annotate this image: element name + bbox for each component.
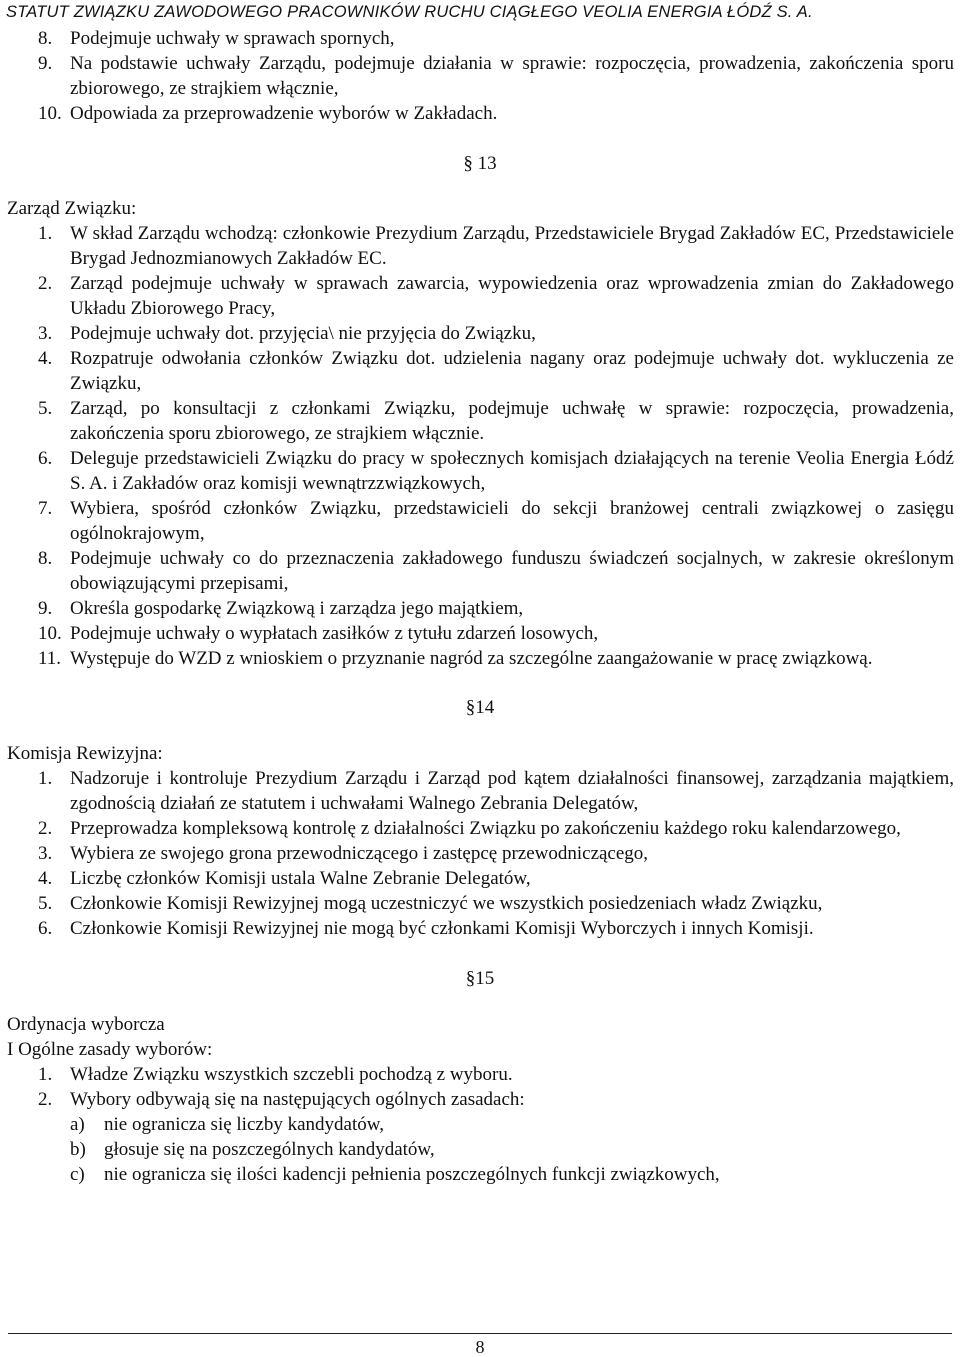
- item-text: nie ogranicza się liczby kandydatów,: [104, 1114, 384, 1135]
- item-number: 2.: [38, 273, 53, 294]
- item-text: Podejmuje uchwały o wypłatach zasiłków z tytułu zdarzeń losowych,: [70, 623, 599, 644]
- item-text: Wybiera ze swojego grona przewodniczącego i zastępcę przewodniczącego,: [70, 843, 649, 864]
- list-item: [0, 816, 960, 841]
- item-text: Podejmuje uchwały dot. przyjęcia\ nie przyjęcia do Związku,: [70, 323, 536, 344]
- item-number: 5.: [38, 893, 53, 914]
- item-text: Odpowiada za przeprowadzenie wyborów w Zakładach.: [70, 103, 498, 124]
- continued-list: [0, 26, 960, 126]
- section-14-mark: §14: [465, 697, 495, 718]
- list-item: [0, 891, 960, 916]
- list-item: [0, 446, 960, 496]
- item-number: 4.: [38, 868, 53, 889]
- item-number: 9.: [38, 598, 53, 619]
- list-item: [0, 1087, 960, 1112]
- section-13-heading: Zarząd Związku:: [7, 198, 137, 219]
- section-15-heading: Ordynacja wyborcza: [7, 1014, 165, 1035]
- list-item: [0, 396, 960, 446]
- item-number: 5.: [38, 398, 53, 419]
- item-text: Na podstawie uchwały Zarządu, podejmuje działania w sprawie: rozpoczęcia, prowadzenia, zakończenia sporu zbiorowego, ze strajkiem włącznie,: [70, 53, 954, 99]
- document-header: STATUT ZWIĄZKU ZAWODOWEGO PRACOWNIKÓW RUCHU CIĄGŁEGO VEOLIA ENERGIA ŁÓDŹ S. A.: [6, 3, 813, 21]
- section-14-heading: Komisja Rewizyjna:: [7, 743, 163, 764]
- item-number: 1.: [38, 223, 53, 244]
- sub-list-item: [0, 1112, 960, 1137]
- item-number: 2.: [38, 1089, 53, 1110]
- section-15-list: [0, 1062, 960, 1112]
- list-item: [0, 621, 960, 646]
- footer-divider: [8, 1333, 952, 1334]
- item-text: Liczbę członków Komisji ustala Walne Zebranie Delegatów,: [70, 868, 531, 889]
- item-number: 11.: [38, 648, 62, 669]
- sub-list-item: [0, 1137, 960, 1162]
- item-text: Wybory odbywają się na następujących ogólnych zasadach:: [70, 1089, 525, 1110]
- section-14-list: [0, 766, 960, 941]
- section-15-mark: §15: [465, 968, 495, 989]
- list-item: [0, 101, 960, 126]
- section-13-list: [0, 221, 960, 671]
- item-number: 8.: [38, 548, 53, 569]
- item-number: 4.: [38, 348, 53, 369]
- item-text: W skład Zarządu wchodzą: członkowie Prezydium Zarządu, Przedstawiciele Brygad Zakładów EC, Przedstawiciele Brygad Jednozmianowych Zakładów EC.: [70, 223, 954, 269]
- section-13-mark: § 13: [463, 153, 497, 174]
- page-number: 8: [475, 1337, 485, 1357]
- item-number: 10.: [38, 103, 62, 124]
- item-letter: a): [70, 1114, 85, 1135]
- page-content: [0, 26, 960, 1187]
- item-text: Podejmuje uchwały co do przeznaczenia zakładowego funduszu świadczeń socjalnych, w zakresie określonym obowiązującymi przepisami,: [70, 548, 954, 594]
- item-text: Nadzoruje i kontroluje Prezydium Zarządu i Zarząd pod kątem działalności finansowej, zarządzania majątkiem, zgodnością działań ze statutem i uchwałami Walnego Zebrania Delegatów,: [70, 768, 954, 814]
- list-item: [0, 596, 960, 621]
- item-number: 6.: [38, 448, 53, 469]
- item-number: 7.: [38, 498, 53, 519]
- item-number: 9.: [38, 53, 53, 74]
- item-number: 8.: [38, 28, 53, 49]
- list-item: [0, 766, 960, 816]
- item-text: Wybiera, spośród członków Związku, przedstawicieli do sekcji branżowej centrali związkowej o zasięgu ogólnokrajowym,: [70, 498, 954, 544]
- item-text: Zarząd, po konsultacji z członkami Związku, podejmuje uchwałę w sprawie: rozpoczęcia, prowadzenia, zakończenia sporu zbiorowego, ze strajkiem włącznie.: [70, 398, 954, 444]
- list-item: [0, 1062, 960, 1087]
- item-text: Występuje do WZD z wnioskiem o przyznanie nagród za szczególne zaangażowanie w pracę związkową.: [70, 648, 873, 669]
- item-text: Przeprowadza kompleksową kontrolę z działalności Związku po zakończeniu każdego roku kalendarzowego,: [70, 818, 901, 839]
- list-item: [0, 916, 960, 941]
- list-item: [0, 26, 960, 51]
- list-item: [0, 346, 960, 396]
- list-item: [0, 646, 960, 671]
- list-item: [0, 321, 960, 346]
- sub-list-item: [0, 1162, 960, 1187]
- item-text: Władze Związku wszystkich szczebli pochodzą z wyboru.: [70, 1064, 513, 1085]
- list-item: [0, 546, 960, 596]
- list-item: [0, 496, 960, 546]
- item-text: Podejmuje uchwały w sprawach spornych,: [70, 28, 395, 49]
- item-text: głosuje się na poszczególnych kandydatów,: [104, 1139, 435, 1160]
- item-letter: b): [70, 1139, 86, 1160]
- item-number: 3.: [38, 323, 53, 344]
- section-15-sublist: [0, 1112, 960, 1187]
- item-number: 1.: [38, 768, 53, 789]
- item-number: 6.: [38, 918, 53, 939]
- item-number: 3.: [38, 843, 53, 864]
- item-text: Określa gospodarkę Związkową i zarządza jego majątkiem,: [70, 598, 524, 619]
- item-number: 10.: [38, 623, 62, 644]
- item-number: 2.: [38, 818, 53, 839]
- item-letter: c): [70, 1164, 85, 1185]
- item-text: Zarząd podejmuje uchwały w sprawach zawarcia, wypowiedzenia oraz wprowadzenia zmian do Zakładowego Układu Zbiorowego Pracy,: [70, 273, 954, 319]
- item-number: 1.: [38, 1064, 53, 1085]
- item-text: Deleguje przedstawicieli Związku do pracy w społecznych komisjach działających na terenie Veolia Energia Łódź S. A. i Zakładów oraz komisji wewnątrzzwiązkowych,: [70, 448, 954, 494]
- list-item: [0, 866, 960, 891]
- item-text: Członkowie Komisji Rewizyjnej mogą uczestniczyć we wszystkich posiedzeniach władz Związku,: [70, 893, 823, 914]
- item-text: Członkowie Komisji Rewizyjnej nie mogą być członkami Komisji Wyborczych i innych Komisji.: [70, 918, 814, 939]
- list-item: [0, 51, 960, 101]
- list-item: [0, 221, 960, 271]
- list-item: [0, 271, 960, 321]
- item-text: Rozpatruje odwołania członków Związku dot. udzielenia nagany oraz podejmuje uchwały dot. wykluczenia ze Związku,: [70, 348, 954, 394]
- section-15-subheading: I Ogólne zasady wyborów:: [7, 1039, 213, 1060]
- list-item: [0, 841, 960, 866]
- item-text: nie ogranicza się ilości kadencji pełnienia poszczególnych funkcji związkowych,: [104, 1164, 720, 1185]
